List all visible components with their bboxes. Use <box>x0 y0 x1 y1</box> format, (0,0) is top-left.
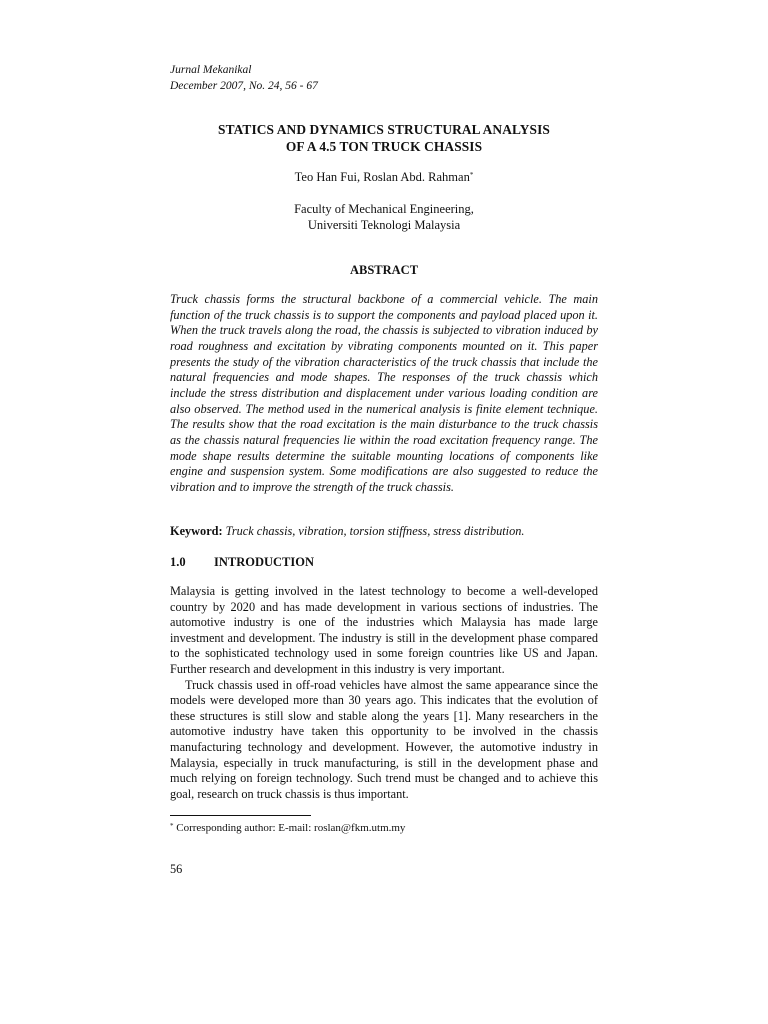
abstract-text: Truck chassis forms the structural backbone of a commercial vehicle. The main function of the truck chassis is to support the components and payload placed upon it. When the truck travels along the road, the chassis is subjected to vibration induced by road roughness and excitation by vibrating components mounted on it. This paper presents the study of the vibration characteristics of the truck chassis that include the natural frequencies and mode shapes. The responses of the truck chassis which include the stress distribution and displacement under various loading condition are also observed. The method used in the numerical analysis is finite element technique. The results show that the road excitation is the main disturbance to the truck chassis as the chassis natural frequencies lie within the road excitation frequency range. The mode shape results determine the suitable mounting locations of components like engine and suspension system. Some modifications are also suggested to reduce the vibration and to improve the strength of the truck chassis. <box>170 292 598 494</box>
section-title: INTRODUCTION <box>214 555 315 569</box>
footnote <box>170 821 405 835</box>
section-heading-introduction <box>170 554 314 570</box>
page-number: 56 <box>170 862 183 876</box>
journal-name: Jurnal Mekanikal <box>170 64 252 76</box>
keywords-label: Keyword: <box>170 524 223 538</box>
keywords <box>170 523 598 539</box>
section-number: 1.0 <box>170 555 186 569</box>
keywords-text: Truck chassis, vibration, torsion stiffness, stress distribution. <box>225 524 525 538</box>
affiliation-line-1: Faculty of Mechanical Engineering, <box>294 202 474 216</box>
author-names: Teo Han Fui, Roslan Abd. Rahman <box>294 170 470 184</box>
affiliation <box>170 201 598 233</box>
footnote-divider <box>170 815 311 816</box>
affiliation-line-2: Universiti Teknologi Malaysia <box>307 218 461 232</box>
paper-title-line-1: STATICS AND DYNAMICS STRUCTURAL ANALYSIS <box>218 122 550 137</box>
paper-title <box>170 121 598 155</box>
corresponding-author-marker: * <box>469 171 474 179</box>
footnote-text: Corresponding author: E-mail: roslan@fkm.utm.my <box>176 822 406 834</box>
paper-title-line-2: OF A 4.5 TON TRUCK CHASSIS <box>285 139 483 154</box>
introduction-paragraph-2: Truck chassis used in off-road vehicles have almost the same appearance since the models were developed more than 30 years ago. This indicates that the evolution of these structures is still slow and stable along the years [1]. Many researchers in the automotive industry have taken this opportunity to be involved in the chassis manufacturing technology and development. However, the automotive industry in Malaysia, especially in truck manufacturing, is still in the development phase and much relying on foreign technology. Such trend must be changed and to achieve this goal, research on truck chassis is thus important. <box>170 677 598 801</box>
introduction-paragraph-1: Malaysia is getting involved in the latest technology to become a well-developed country by 2020 and has made development in various sections of industries. The automotive industry is one of the industries which Malaysia has made large investment and development. The industry is still in the development phase compared to the sophisticated technology used in some foreign countries like US and Japan. Further research and development in this industry is very important. <box>170 584 598 676</box>
abstract-heading: ABSTRACT <box>349 263 419 277</box>
journal-header <box>170 62 318 94</box>
footnote-marker: * <box>170 822 174 830</box>
journal-issue: December 2007, No. 24, 56 - 67 <box>170 80 318 92</box>
author-list <box>170 169 598 185</box>
introduction-body <box>170 584 598 802</box>
